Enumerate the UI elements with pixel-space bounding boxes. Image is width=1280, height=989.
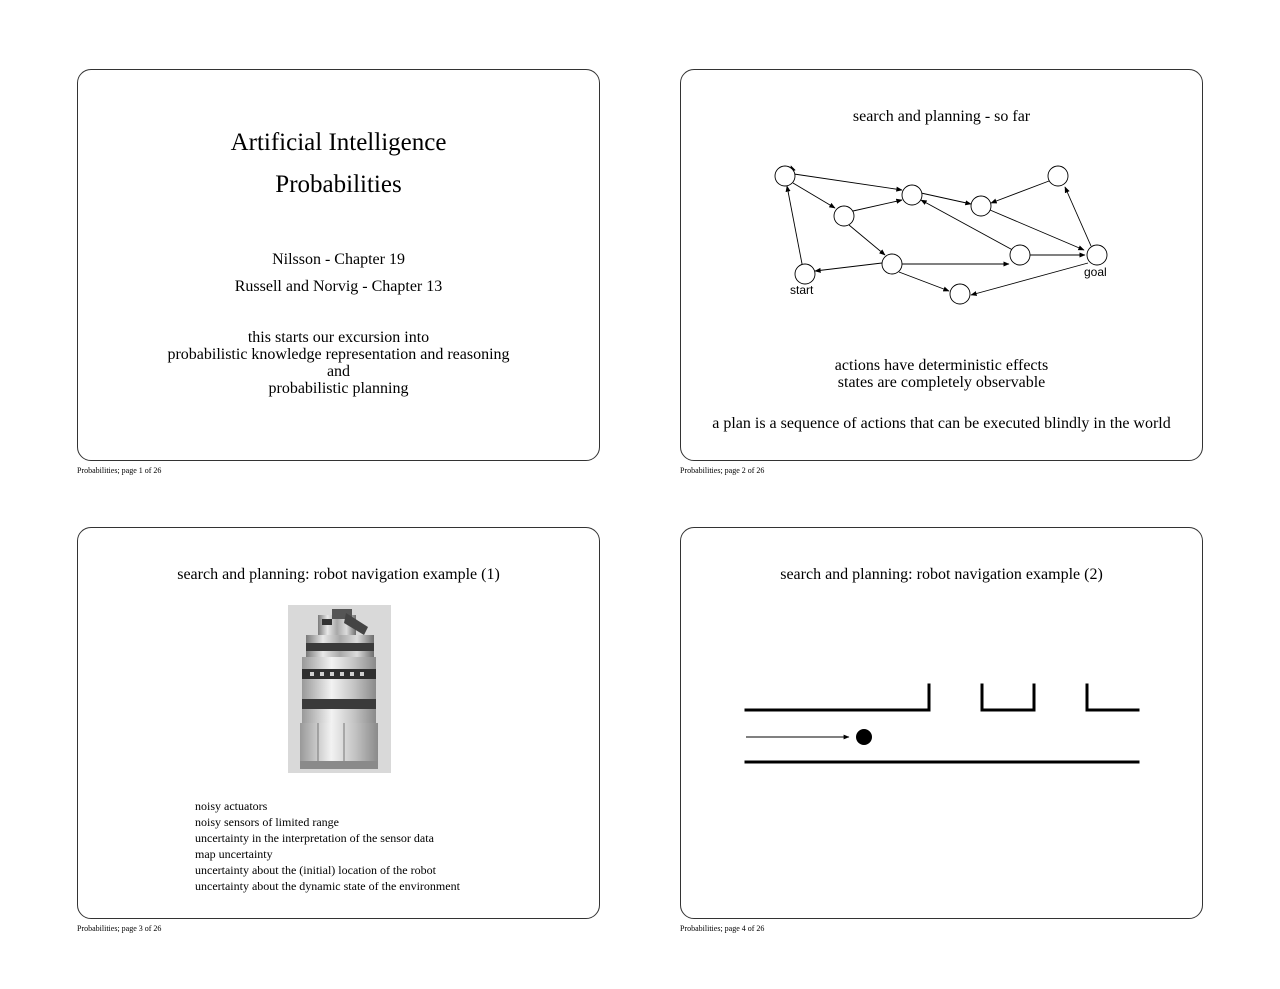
corridor-map-diagram	[681, 528, 1204, 920]
graph-edge	[793, 183, 835, 208]
slide-2-line-plan: a plan is a sequence of actions that can be executed blindly in the world	[712, 415, 1171, 432]
start-node	[795, 264, 815, 284]
state-graph-diagram	[681, 70, 1204, 462]
slide-1-footer: Probabilities; page 1 of 26	[77, 466, 162, 475]
slide-2-line-observable: states are completely observable	[837, 374, 1046, 391]
slide-1-ref-russell-norvig: Russell and Norvig - Chapter 13	[234, 278, 443, 295]
graph-edge	[853, 200, 902, 211]
slide-1-body-line: and	[326, 363, 351, 380]
slide-4-title: search and planning: robot navigation example (2)	[780, 566, 1103, 583]
graph-node	[1010, 245, 1030, 265]
graph-node	[775, 166, 795, 186]
slide-2-line-deterministic: actions have deterministic effects	[834, 357, 1049, 374]
list-item: uncertainty about the dynamic state of the environment	[195, 879, 460, 893]
slide-1-subtitle: Probabilities	[275, 171, 402, 198]
graph-node	[971, 196, 991, 216]
uncertainty-list	[195, 798, 460, 894]
slide-1-body-line: this starts our excursion into	[247, 329, 430, 346]
goal-label: goal	[1084, 265, 1107, 279]
graph-edge	[991, 181, 1049, 203]
graph-node	[902, 185, 922, 205]
graph-node	[834, 206, 854, 226]
slide-3	[77, 527, 600, 919]
graph-node	[950, 284, 970, 304]
list-item: map uncertainty	[195, 847, 273, 861]
slide-2-footer: Probabilities; page 2 of 26	[680, 466, 765, 475]
robot-position-dot	[856, 729, 872, 745]
slide-1-title: Artificial Intelligence	[230, 129, 447, 156]
wall-segment	[746, 685, 929, 710]
graph-edge	[921, 200, 1020, 254]
slide-4-footer: Probabilities; page 4 of 26	[680, 924, 765, 933]
graph-node	[1048, 166, 1068, 186]
slide-1-body-line: probabilistic planning	[268, 380, 409, 397]
slide-2-title: search and planning - so far	[852, 108, 1031, 125]
wall-segment	[982, 685, 1034, 710]
graph-edges	[787, 166, 1091, 295]
slide-3-footer: Probabilities; page 3 of 26	[77, 924, 162, 933]
slide-3-title: search and planning: robot navigation example (1)	[177, 566, 500, 583]
graph-edge	[815, 263, 882, 271]
graph-edge	[921, 193, 971, 204]
graph-edge	[794, 174, 902, 190]
list-item: uncertainty about the (initial) location of the robot	[195, 863, 436, 877]
wall-segment	[1087, 685, 1138, 710]
graph-node	[882, 254, 902, 274]
goal-node	[1087, 245, 1107, 265]
list-item: uncertainty in the interpretation of the sensor data	[195, 831, 434, 845]
slide-2	[680, 69, 1203, 461]
graph-edge	[990, 210, 1084, 250]
graph-edge	[849, 225, 885, 255]
graph-nodes	[775, 166, 1107, 304]
graph-edge	[787, 186, 803, 269]
start-label: start	[790, 283, 814, 297]
slide-1-ref-nilsson: Nilsson - Chapter 19	[272, 251, 405, 268]
list-item: noisy sensors of limited range	[195, 815, 339, 829]
robot-photo	[288, 605, 391, 773]
corridor-walls	[746, 685, 1138, 762]
slide-1	[77, 69, 600, 461]
graph-edge	[971, 263, 1088, 295]
list-item: noisy actuators	[195, 799, 268, 813]
graph-edge	[899, 272, 949, 291]
graph-edge	[1065, 187, 1091, 246]
slide-4	[680, 527, 1203, 919]
slide-1-body-line: probabilistic knowledge representation and reasoning	[167, 346, 510, 363]
